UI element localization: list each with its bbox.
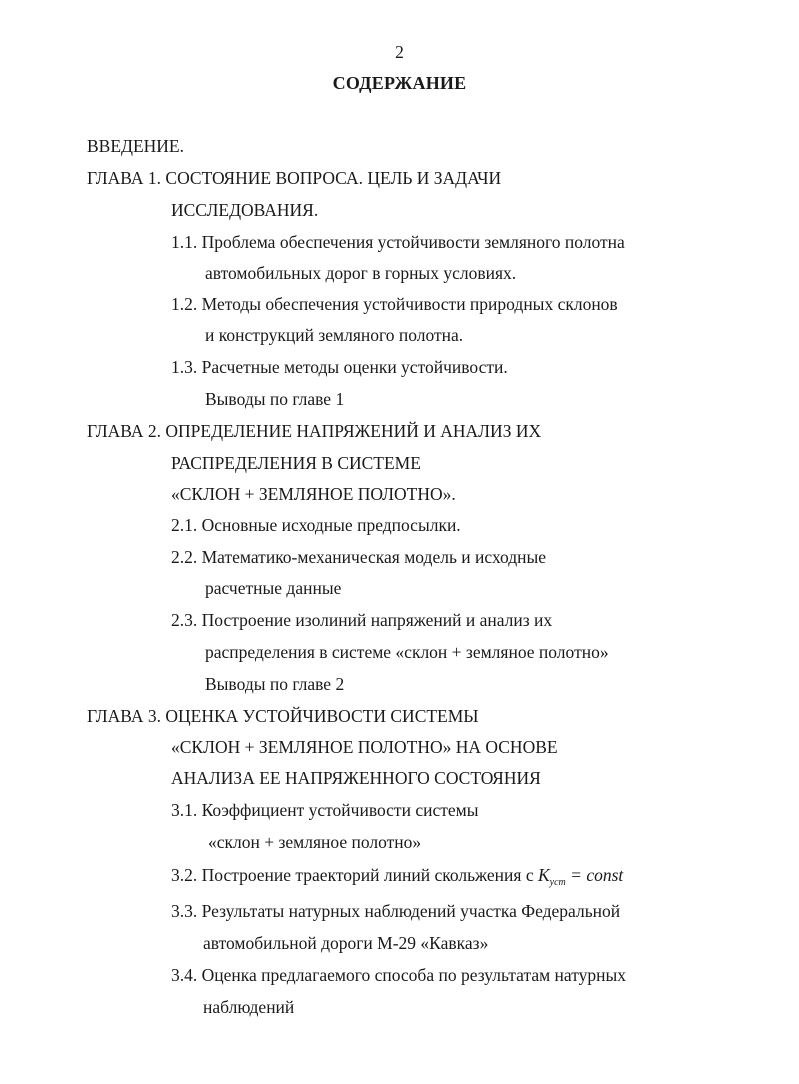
toc-chapter-1: ГЛАВА 1. СОСТОЯНИЕ ВОПРОСА. ЦЕЛЬ И ЗАДАЧИ (87, 168, 502, 188)
toc-section-3-2-text: 3.2. Построение траекторий линий скольжения с (171, 865, 534, 885)
toc-conclusions-2: Выводы по главе 2 (205, 674, 345, 694)
formula-subscript: уст (549, 877, 566, 888)
toc-section-2-3: 2.3. Построение изолиний напряжений и анализ их (171, 610, 553, 630)
toc-chapter-2-cont-2: «СКЛОН + ЗЕМЛЯНОЕ ПОЛОТНО». (171, 484, 456, 504)
toc-section-1-2: 1.2. Методы обеспечения устойчивости природных склонов (171, 294, 618, 314)
toc-section-3-3-cont: автомобильной дороги М-29 «Кавказ» (203, 933, 489, 953)
toc-section-2-3-cont: распределения в системе «склон + земляное полотно» (205, 642, 609, 662)
toc-conclusions-1: Выводы по главе 1 (205, 389, 345, 409)
toc-chapter-2-cont-1: РАСПРЕДЕЛЕНИЯ В СИСТЕМЕ (171, 453, 421, 473)
toc-section-2-1: 2.1. Основные исходные предпосылки. (171, 515, 461, 535)
toc-section-3-4: 3.4. Оценка предлагаемого способа по результатам натурных (171, 965, 626, 985)
toc-section-3-4-cont: наблюдений (203, 997, 295, 1017)
toc-chapter-1-cont: ИССЛЕДОВАНИЯ. (171, 200, 319, 220)
toc-section-2-2-cont: расчетные данные (205, 578, 342, 598)
toc-chapter-3-cont-1: «СКЛОН + ЗЕМЛЯНОЕ ПОЛОТНО» НА ОСНОВЕ (171, 737, 558, 757)
stability-coefficient-formula (537, 865, 624, 888)
formula-symbol: K (537, 865, 550, 885)
formula-equality: = const (570, 865, 624, 885)
page-title: СОДЕРЖАНИЕ (332, 73, 467, 93)
toc-chapter-3: ГЛАВА 3. ОЦЕНКА УСТОЙЧИВОСТИ СИСТЕМЫ (87, 706, 479, 726)
toc-section-3-2 (171, 867, 623, 888)
toc-chapter-3-cont-2: АНАЛИЗА ЕЕ НАПРЯЖЕННОГО СОСТОЯНИЯ (171, 768, 541, 788)
toc-chapter-2: ГЛАВА 2. ОПРЕДЕЛЕНИЕ НАПРЯЖЕНИЙ И АНАЛИЗ ИХ (87, 421, 542, 441)
toc-section-1-1-cont: автомобильных дорог в горных условиях. (205, 263, 517, 283)
toc-section-3-3: 3.3. Результаты натурных наблюдений участка Федеральной (171, 901, 621, 921)
toc-section-3-1-cont: «склон + земляное полотно» (208, 832, 422, 852)
toc-section-3-1: 3.1. Коэффициент устойчивости системы (171, 800, 479, 820)
toc-section-1-1: 1.1. Проблема обеспечения устойчивости земляного полотна (171, 232, 625, 252)
toc-section-1-2-cont: и конструкций земляного полотна. (205, 325, 464, 345)
toc-section-2-2: 2.2. Математико-механическая модель и исходные (171, 547, 547, 567)
toc-introduction: ВВЕДЕНИЕ. (87, 136, 185, 156)
page-number: 2 (395, 42, 404, 62)
toc-section-1-3: 1.3. Расчетные методы оценки устойчивости. (171, 357, 508, 377)
